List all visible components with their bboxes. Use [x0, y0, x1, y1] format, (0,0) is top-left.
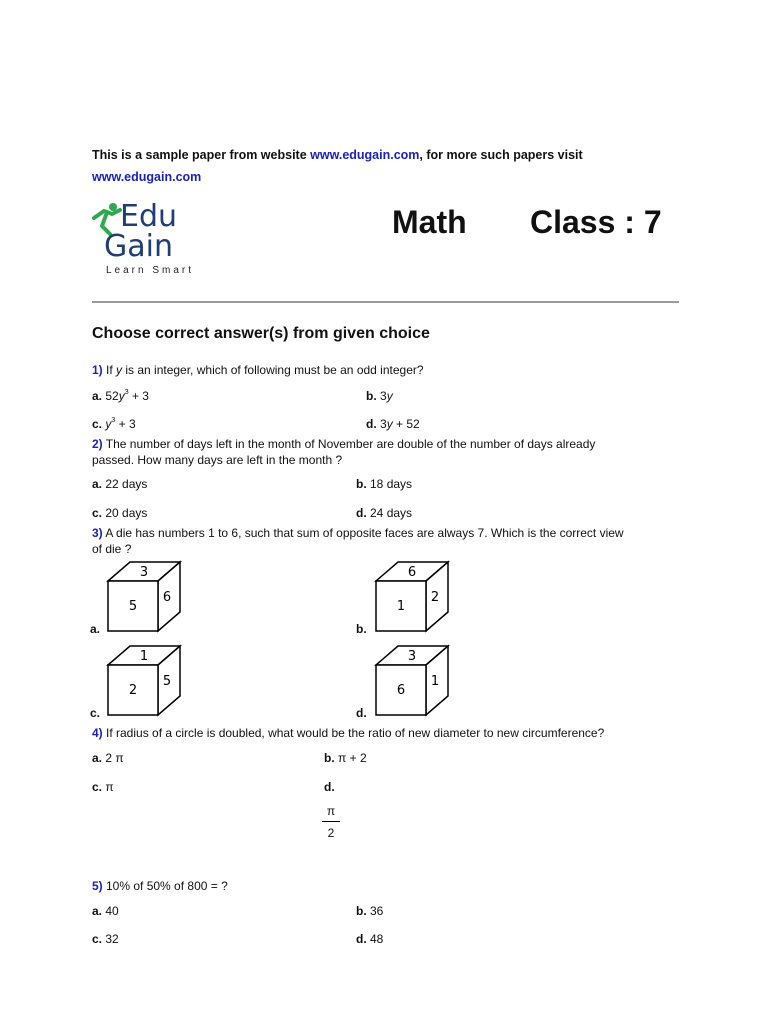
q2-option-d[interactable] — [356, 506, 412, 520]
option-text: π — [102, 780, 114, 794]
variable: y — [386, 389, 393, 403]
die-b[interactable] — [374, 560, 454, 635]
option-text: 3 — [376, 417, 387, 431]
option-text: 48 — [366, 932, 384, 946]
q2-option-c[interactable] — [92, 506, 147, 520]
question-number: 1) — [92, 363, 103, 377]
option-text: + 52 — [392, 417, 420, 431]
question-text: If — [102, 363, 117, 377]
question-text: is an integer, which of following must be an odd integer? — [122, 363, 424, 377]
q3-option-c-label[interactable] — [90, 706, 100, 720]
q5-option-d[interactable] — [356, 932, 383, 946]
question-2 — [92, 436, 595, 468]
option-label: d. — [356, 706, 367, 720]
option-text: 32 — [102, 932, 119, 946]
die-side-number: 6 — [162, 590, 172, 605]
exponent: 3 — [111, 417, 116, 424]
die-top-number: 3 — [407, 649, 417, 664]
die-front-number: 1 — [396, 599, 406, 614]
website-link[interactable]: www.edugain.com — [310, 148, 420, 162]
q2-option-a[interactable] — [92, 477, 147, 491]
q2-option-b[interactable] — [356, 477, 412, 491]
die-side-number: 1 — [430, 674, 440, 689]
q1-option-a[interactable] — [92, 389, 149, 403]
option-label: d. — [356, 506, 367, 520]
q1-option-c[interactable] — [92, 417, 136, 431]
subject-title: Math — [392, 204, 467, 240]
option-label: c. — [92, 417, 103, 431]
variable: y — [386, 417, 393, 431]
q4-option-d[interactable] — [324, 780, 335, 794]
logo-tagline: Learn Smart — [106, 265, 195, 276]
exponent: 3 — [124, 389, 129, 396]
option-label: a. — [92, 751, 103, 765]
option-label: c. — [92, 780, 103, 794]
question-1 — [92, 362, 424, 378]
option-text: 18 days — [366, 477, 413, 491]
option-label: d. — [356, 932, 367, 946]
class-title: Class : 7 — [530, 204, 662, 240]
question-number: 5) — [92, 879, 103, 893]
option-text: 20 days — [102, 506, 148, 520]
option-label: b. — [356, 477, 367, 491]
edugain-logo — [90, 200, 210, 280]
q5-option-a[interactable] — [92, 904, 119, 918]
option-text: 22 days — [102, 477, 148, 491]
die-c[interactable] — [106, 644, 186, 719]
option-label: b. — [356, 904, 367, 918]
question-text: 10% of 50% of 800 = ? — [102, 879, 228, 893]
question-text: The number of days left in the month of November are double of the number of days already — [102, 437, 596, 451]
die-top-number: 1 — [139, 649, 149, 664]
fraction — [322, 804, 340, 840]
option-text: 3 — [376, 389, 387, 403]
header-line-1 — [92, 148, 583, 162]
header-text: This is a sample paper from website — [92, 148, 311, 162]
q5-option-b[interactable] — [356, 904, 383, 918]
option-label: a. — [92, 389, 103, 403]
option-text: 52 — [102, 389, 119, 403]
option-label: a. — [90, 622, 101, 636]
option-text: 24 days — [366, 506, 413, 520]
question-text: A die has numbers 1 to 6, such that sum of opposite faces are always 7. Which is the correct view — [102, 526, 624, 540]
header-text-post: , for more such papers visit — [419, 148, 583, 162]
die-a[interactable] — [106, 560, 186, 635]
option-label: c. — [90, 706, 101, 720]
option-label: c. — [92, 932, 103, 946]
option-text: π + 2 — [334, 751, 367, 765]
question-4 — [92, 725, 604, 741]
die-front-number: 2 — [128, 683, 138, 698]
q4-option-a[interactable] — [92, 751, 124, 765]
question-text: passed. How many days are left in the month ? — [92, 453, 343, 467]
question-text: If radius of a circle is doubled, what would be the ratio of new diameter to new circumference? — [102, 726, 605, 740]
logo-text-gain: Gain — [104, 229, 173, 264]
variable: y — [118, 389, 125, 403]
q3-option-a-label[interactable] — [90, 622, 100, 636]
question-5 — [92, 878, 228, 894]
variable: y — [116, 363, 123, 377]
option-text: 40 — [102, 904, 119, 918]
fraction-denominator: 2 — [327, 826, 335, 840]
logo-text-edu: Edu — [120, 199, 178, 234]
question-3 — [92, 525, 624, 557]
die-side-number: 2 — [430, 590, 440, 605]
question-number: 2) — [92, 437, 103, 451]
q4-option-b[interactable] — [324, 751, 367, 765]
section-title: Choose correct answer(s) from given choice — [92, 325, 430, 342]
option-label: a. — [92, 477, 103, 491]
die-side-number: 5 — [162, 674, 172, 689]
question-number: 3) — [92, 526, 103, 540]
q3-option-b-label[interactable] — [356, 622, 367, 636]
option-text: + 3 — [115, 417, 136, 431]
option-text: 2 π — [102, 751, 124, 765]
die-top-number: 6 — [407, 565, 417, 580]
option-label: c. — [92, 506, 103, 520]
fraction-numerator: π — [326, 804, 336, 818]
option-label: d. — [366, 417, 377, 431]
option-label: b. — [324, 751, 335, 765]
q1-option-d[interactable] — [366, 417, 420, 431]
die-front-number: 6 — [396, 683, 406, 698]
divider — [92, 301, 679, 303]
fraction-bar — [322, 821, 340, 822]
question-text: of die ? — [92, 542, 132, 556]
q4-option-c[interactable] — [92, 780, 114, 794]
option-label: b. — [366, 389, 377, 403]
variable: y — [105, 417, 112, 431]
option-text: 36 — [366, 904, 384, 918]
q1-option-b[interactable] — [366, 389, 393, 403]
die-d[interactable] — [374, 644, 454, 719]
question-number: 4) — [92, 726, 103, 740]
option-label: b. — [356, 622, 367, 636]
option-text: + 3 — [128, 389, 149, 403]
option-label: a. — [92, 904, 103, 918]
die-front-number: 5 — [128, 599, 138, 614]
die-top-number: 3 — [139, 565, 149, 580]
q3-option-d-label[interactable] — [356, 706, 367, 720]
q5-option-c[interactable] — [92, 932, 119, 946]
option-label: d. — [324, 780, 335, 794]
website-link-2[interactable]: www.edugain.com — [92, 170, 202, 184]
